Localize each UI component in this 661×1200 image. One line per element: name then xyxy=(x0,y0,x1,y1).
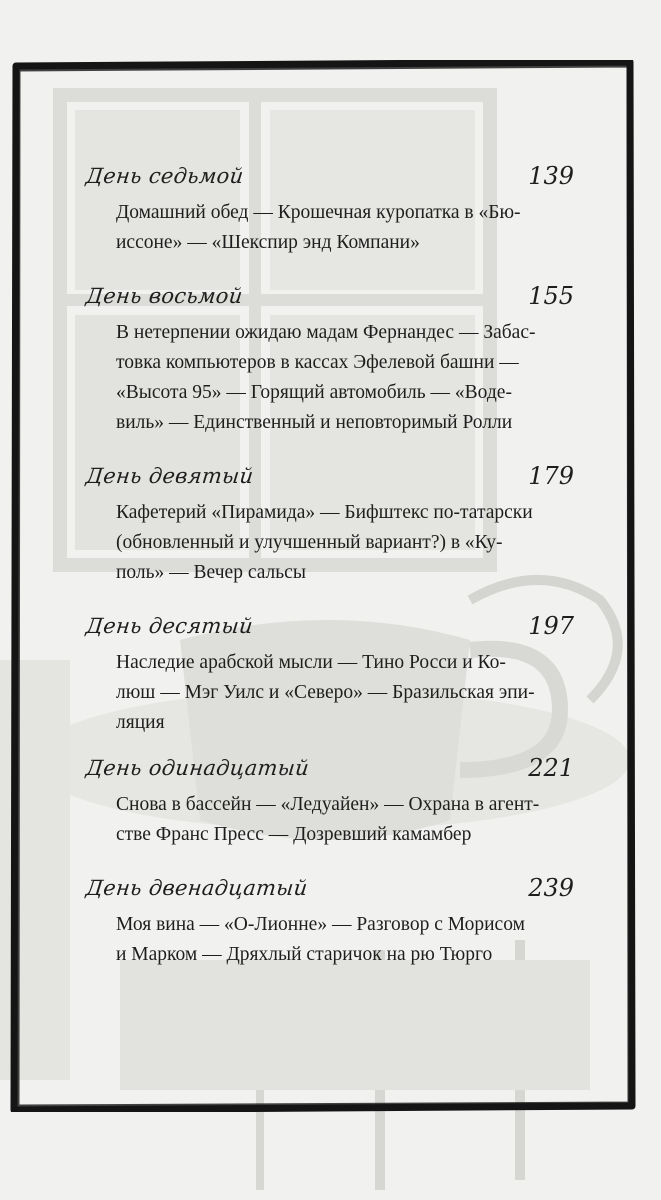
page-number: 221 xyxy=(528,754,574,782)
chapter-summary: Моя вина — «О-Лионне» — Разговор с Морисом и Марком — Дряхлый старичок на рю Тюрго xyxy=(116,914,525,965)
chapter-title: День одинадцатый xyxy=(84,756,311,780)
page-number: 197 xyxy=(528,612,574,640)
page-number: 179 xyxy=(528,462,574,490)
chapter-summary: Домашний обед — Крошечная куропатка в «Бю- иссоне» — «Шекспир энд Компани» xyxy=(116,202,521,253)
toc-entry xyxy=(86,284,574,438)
chapter-title: День восьмой xyxy=(84,284,244,308)
chapter-title: День седьмой xyxy=(84,164,245,188)
chapter-summary: Кафетерий «Пирамида» — Бифштекс по-татарски (обновленный и улучшенный вариант?) в «Ку- поль» — Вечер сальсы xyxy=(116,502,533,583)
toc-entry xyxy=(86,756,574,850)
toc-entry xyxy=(86,876,574,970)
toc-entry xyxy=(86,464,574,588)
chapter-title: День двенадцатый xyxy=(84,876,309,900)
chapter-summary: В нетерпении ожидаю мадам Фернандес — Забас- товка компьютеров в кассах Эфелевой башни — «Высота 95» — Горящий автомобиль — «Водe- виль» — Единственный и неповторимый Ролли xyxy=(116,322,536,433)
chapter-summary: Снова в бассейн — «Ледуайен» — Охрана в агент- стве Франс Пресс — Дозревший камамбер xyxy=(116,794,540,845)
page-number: 155 xyxy=(528,282,574,310)
page-number: 139 xyxy=(528,162,574,190)
toc-entry xyxy=(86,164,574,258)
page-number: 239 xyxy=(528,874,574,902)
chapter-title: День девятый xyxy=(84,464,255,488)
chapter-title: День десятый xyxy=(84,614,255,638)
chapter-summary: Наследие арабской мысли — Тино Росси и Ко- люш — Мэг Уилс и «Северо» — Бразильская эпи- ляция xyxy=(116,652,535,733)
toc-entry xyxy=(86,614,574,738)
